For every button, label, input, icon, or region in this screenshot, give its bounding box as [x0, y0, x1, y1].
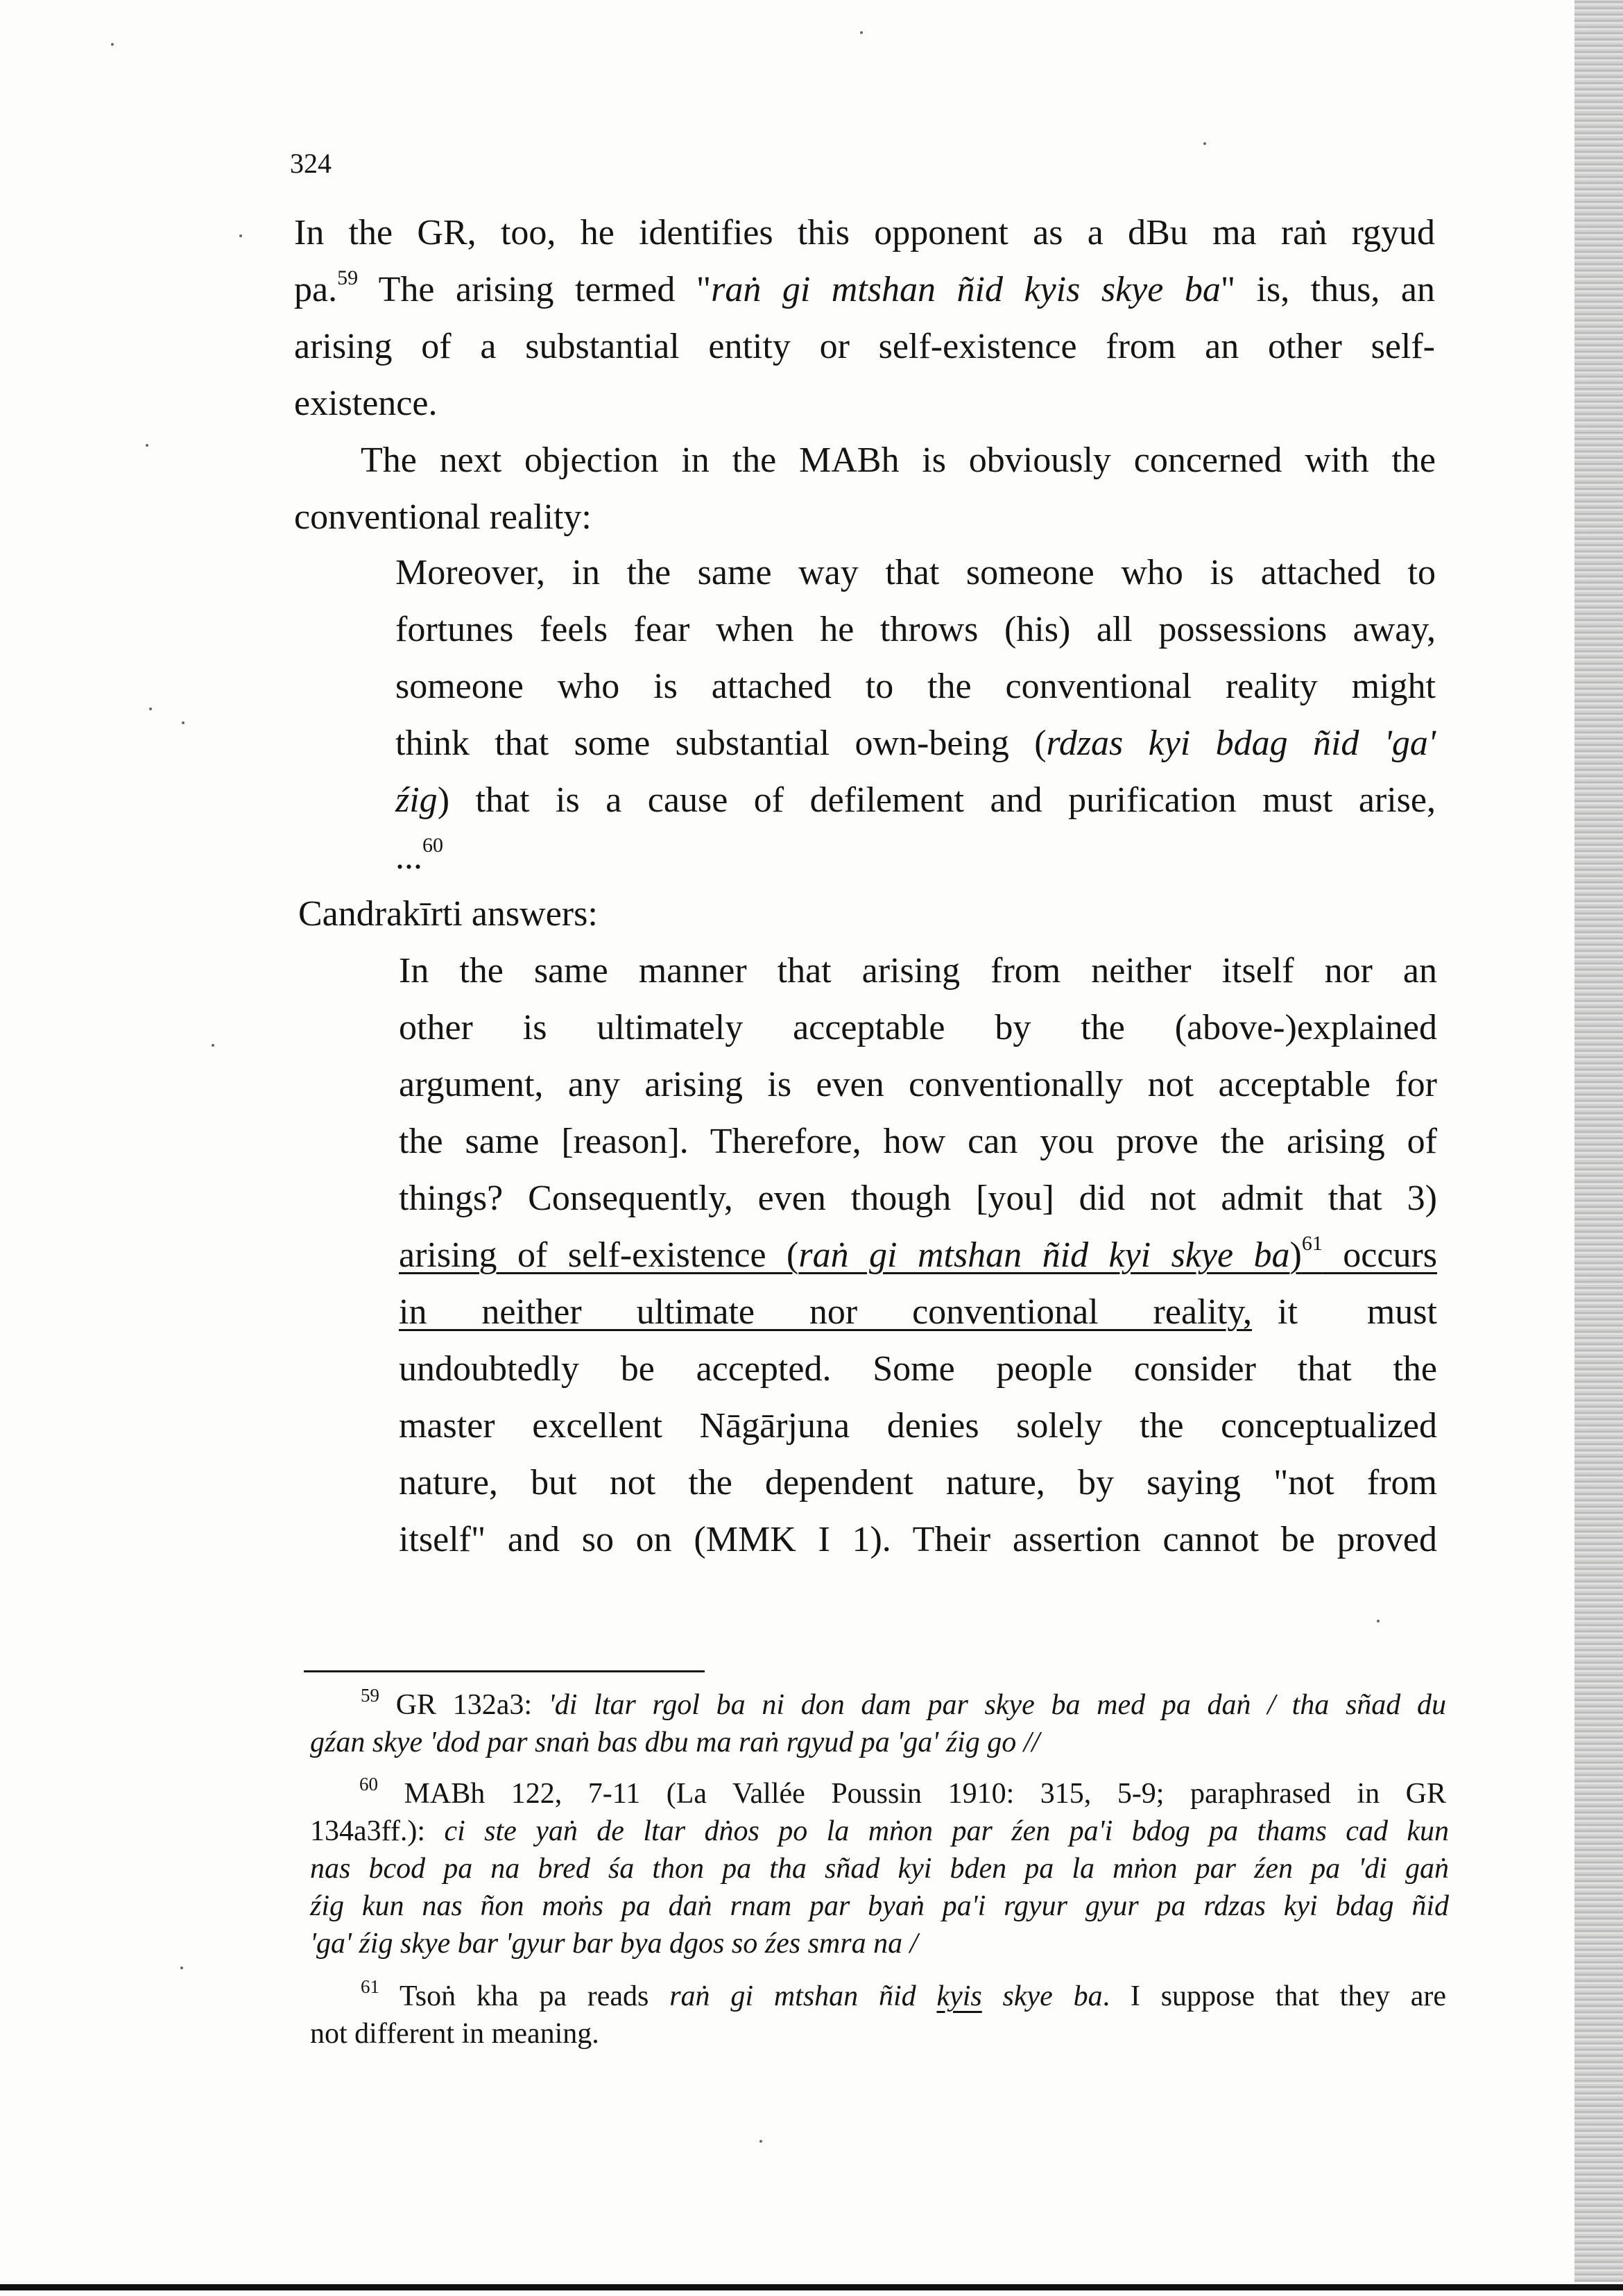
scan-speck	[860, 31, 863, 34]
footnote-separator	[304, 1670, 705, 1672]
page-bottom-edge	[0, 2284, 1623, 2290]
footnote-60-cont: nas bcod pa na bred śa thon pa tha sñad kyi bden pa la mṅon par źen pa 'di gaṅ	[310, 1853, 1449, 1885]
scan-speck	[146, 444, 148, 447]
quote-line: źig) that is a cause of defilement and purification must arise,	[395, 780, 1436, 820]
quote-line: itself" and so on (MMK I 1). Their assertion cannot be proved	[399, 1520, 1437, 1559]
footnote-ref-60[interactable]: 60	[422, 834, 443, 857]
quote-line: other is ultimately acceptable by the (above-)explained	[399, 1008, 1437, 1047]
scan-speck	[1377, 1620, 1380, 1622]
scan-speck	[1203, 142, 1206, 145]
footnote-59-cont: gźan skye 'dod par snaṅ bas dbu ma raṅ rgyud pa 'ga' źig go //	[310, 1727, 1040, 1758]
scan-speck	[182, 721, 184, 724]
scan-speck	[111, 43, 114, 46]
quote-line: the same [reason]. Therefore, how can you prove the arising of	[399, 1122, 1437, 1161]
body-line: existence.	[294, 384, 438, 423]
quote-line: in neither ultimate nor conventional reality, it must	[399, 1292, 1437, 1332]
quote-line: master excellent Nāgārjuna denies solely the conceptualized	[399, 1406, 1437, 1446]
quote-line: Moreover, in the same way that someone who is attached to	[395, 553, 1436, 592]
body-line: Candrakīrti answers:	[298, 894, 598, 934]
body-line: The next objection in the MABh is obviously concerned with the	[361, 440, 1436, 480]
scan-speck	[239, 234, 242, 237]
body-line: pa.$^{59}$ The arising termed "raṅ gi mtshan ñid kyis skye ba" is, thus, an	[294, 266, 1435, 309]
quote-line: things? Consequently, even though [you] did not admit that 3)	[399, 1179, 1437, 1218]
body-line: arising of a substantial entity or self-existence from an other self-	[294, 327, 1435, 366]
quote-line: fortunes feels fear when he throws (his) all possessions away,	[395, 610, 1436, 649]
quote-line: think that some substantial own-being (rdzas kyi bdag ñid 'ga'	[395, 723, 1436, 763]
footnote-60-cont: 134a3ff.): ci ste yaṅ de ltar dṅos po la mṅon par źen pa'i bdog pa thams cad kun	[310, 1815, 1450, 1847]
footnote-61: $^{61}$ Tsoṅ kha pa reads raṅ gi mtshan ñid kyis skye ba. I suppose that they are	[361, 1976, 1446, 2012]
footnote-ref-59[interactable]: 59	[337, 266, 359, 289]
footnote-60-cont: źig kun nas ñon moṅs pa daṅ rnam par byaṅ pa'i rgyur gyur pa rdzas kyi bdag ñid	[310, 1890, 1449, 1922]
scan-edge-shadow	[1574, 0, 1623, 2282]
quote-line-underlined: arising of self-existence (raṅ gi mtshan ñid kyi skye ba)$^{61}$ occurs	[399, 1232, 1438, 1275]
footnote-60: $^{60}$ MABh 122, 7-11 (La Vallée Poussin 1910: 315, 5-9; paraphrased in GR	[359, 1774, 1446, 1810]
scan-speck	[180, 1967, 183, 1969]
scan-speck	[149, 708, 152, 710]
quote-line: ...$^{60}$	[395, 834, 443, 877]
quote-line: someone who is attached to the conventional reality might	[395, 667, 1436, 706]
footnote-61-cont: not different in meaning.	[310, 2018, 599, 2050]
quote-line: nature, but not the dependent nature, by saying "not from	[399, 1463, 1437, 1502]
quote-line: In the same manner that arising from neither itself nor an	[399, 951, 1437, 991]
quote-line: argument, any arising is even conventionally not acceptable for	[399, 1065, 1437, 1104]
scan-speck	[212, 1044, 214, 1047]
body-line: conventional reality:	[294, 497, 592, 537]
footnote-ref-61[interactable]: 61	[1301, 1232, 1323, 1255]
quote-line: undoubtedly be accepted. Some people consider that the	[399, 1349, 1437, 1389]
body-line: In the GR, too, he identifies this opponent as a dBu ma raṅ rgyud	[294, 213, 1435, 252]
page-number: 324	[290, 148, 332, 179]
scan-speck	[759, 2140, 762, 2143]
footnote-60-cont: 'ga' źig skye bar 'gyur bar bya dgos so źes smra na /	[310, 1928, 918, 1960]
footnote-59: $^{59}$ GR 132a3: 'di ltar rgol ba ni don dam par skye ba med pa daṅ / tha sñad du	[361, 1685, 1447, 1721]
